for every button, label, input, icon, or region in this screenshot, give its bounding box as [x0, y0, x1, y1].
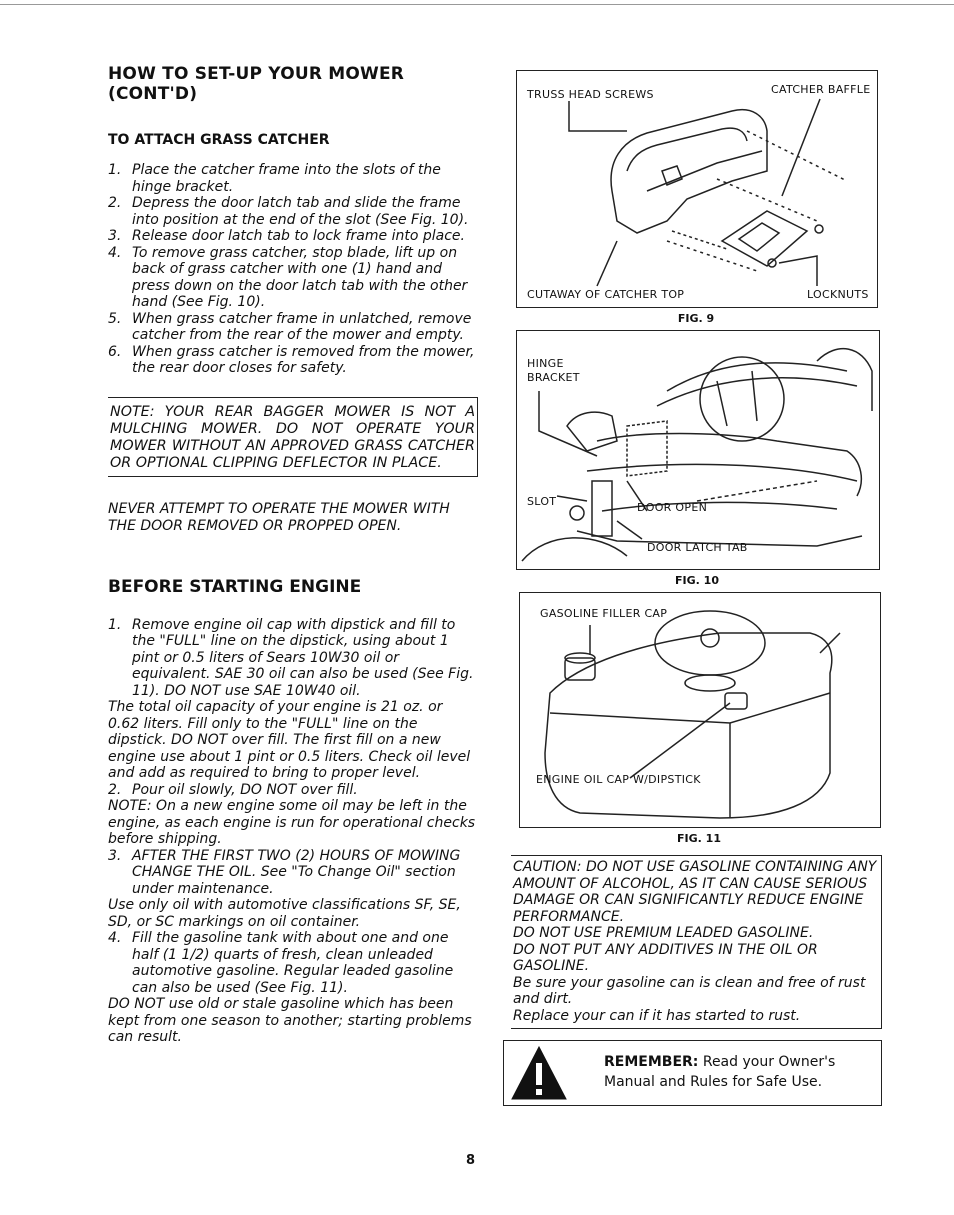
label-door-latch-tab: DOOR LATCH TAB: [647, 541, 748, 554]
label-door-open: DOOR OPEN: [637, 501, 708, 514]
fig10-caption: FIG. 10: [675, 574, 719, 587]
label-catcher-baffle: CATCHER BAFFLE: [771, 83, 871, 96]
figure-11: [519, 592, 881, 828]
paragraph: The total oil capacity of your engine is 21 oz. or 0.62 liters. Fill only to the "FULL" line on the dipstick. DO NOT over fill. The first fill on a new engine use about 1 pint or 0.5 liters. Check oil level and add as required to bring to proper level.: [108, 699, 471, 781]
subsection-heading: TO ATTACH GRASS CATCHER: [108, 132, 330, 148]
step-text: When grass catcher is removed from the mower, the rear door closes for safety.: [132, 343, 475, 376]
step-number: 6.: [108, 343, 122, 360]
before-steps-4: [108, 930, 478, 996]
fig11-caption: FIG. 11: [677, 832, 721, 845]
label-truss-head-screws: TRUSS HEAD SCREWS: [527, 88, 654, 101]
step-text: See "To Change Oil" section under maintenance.: [132, 864, 456, 897]
before-starting-heading: BEFORE STARTING ENGINE: [108, 576, 362, 597]
list-item: [108, 782, 478, 799]
caution-line: DO NOT PUT ANY ADDITIVES IN THE OIL OR GASOLINE.: [513, 941, 818, 974]
fig9-illustration: [517, 71, 877, 307]
list-item: [108, 162, 478, 195]
label-bracket: BRACKET: [527, 371, 580, 384]
list-item: [108, 311, 478, 344]
paragraph: DO NOT use old or stale gasoline which has been kept from one season to another; starting problems can result.: [108, 996, 472, 1045]
remember-label: REMEMBER:: [604, 1054, 699, 1070]
step-text: Depress the door latch tab and slide the frame into position at the end of the slot (See Fig. 10).: [132, 195, 469, 228]
section-heading: HOW TO SET-UP YOUR MOWER (CONT'D): [108, 64, 405, 104]
step-number: 1.: [108, 162, 122, 178]
figure-10: [516, 330, 880, 570]
fig9-caption: FIG. 9: [677, 312, 715, 325]
list-item: [108, 344, 478, 377]
fig11-illustration: [520, 593, 880, 827]
note-box: NOTE: YOUR REAR BAGGER MOWER IS NOT A MULCHING MOWER. DO NOT OPERATE YOUR MOWER WITHOUT AN APPROVED GRASS CATCHER OR OPTIONAL CLIPPING DEFLECTOR IN PLACE.: [108, 397, 478, 477]
paragraph: NOTE: On a new engine some oil may be left in the engine, as each engine is run for operational checks before shipping.: [108, 798, 476, 847]
step-number: 5.: [108, 310, 122, 327]
paragraph: Use only oil with automotive classifications SF, SE, SD, or SC markings on oil container.: [108, 897, 461, 930]
step-number: 3.: [108, 847, 122, 864]
list-item: [108, 848, 478, 898]
list-item: [108, 930, 478, 996]
label-engine-oil-cap: ENGINE OIL CAP W/DIPSTICK: [536, 773, 701, 786]
step-number: 3.: [108, 228, 122, 244]
step-text: Remove engine oil cap with dipstick and fill to the "FULL" line on the dipstick, using about 1 pint or 0.5 liters of Sears 10W30 oil or equivalent. SAE 30 oil can also be used (See Fig. 11). DO NOT use SAE 10W40 oil.: [132, 616, 474, 699]
step-text: Release door latch tab to lock frame into place.: [132, 228, 465, 244]
label-locknuts: LOCKNUTS: [807, 288, 869, 301]
step-text: Fill the gasoline tank with about one and one half (1 1/2) quarts of fresh, clean unleaded automotive gasoline. Regular leaded gasoline can also be used (See Fig. 11).: [132, 930, 454, 996]
left-column: [108, 64, 478, 1046]
list-item: [108, 195, 478, 228]
label-hinge: HINGE: [527, 357, 564, 370]
caution-line: Replace your can if it has started to rust.: [513, 1007, 801, 1024]
remember-body: Read your Owner's Manual and Rules for Safe Use.: [604, 1054, 836, 1090]
step-text: Pour oil slowly, DO NOT over fill.: [132, 781, 358, 798]
figure-9: [516, 70, 878, 308]
step-text-caps: AFTER THE FIRST TWO (2) HOURS OF MOWING CHANGE THE OIL.: [132, 847, 461, 880]
label-gasoline-filler-cap: GASOLINE FILLER CAP: [540, 607, 668, 620]
before-steps-3: [108, 848, 478, 898]
list-item: [108, 617, 478, 700]
step-number: 4.: [108, 244, 122, 261]
caution-line: CAUTION: DO NOT USE GASOLINE CONTAINING ANY AMOUNT OF ALCOHOL, AS IT CAN CAUSE SERIOUS DAMAGE OR CAN SIGNIFICANTLY REDUCE ENGINE PERFORMANCE.: [513, 859, 877, 925]
caution-box: [511, 855, 882, 1029]
fig10-illustration: [517, 331, 879, 569]
list-item: [108, 228, 478, 245]
step-number: 2.: [108, 195, 122, 211]
step-text: Place the catcher frame into the slots of the hinge bracket.: [132, 162, 441, 195]
before-steps-2: [108, 782, 478, 799]
step-number: 1.: [108, 616, 122, 633]
step-number: 4.: [108, 930, 122, 946]
step-text: To remove grass catcher, stop blade, lift up on back of grass catcher with one (1) hand and press down on the door latch tab with the other hand (See Fig. 10).: [132, 244, 468, 310]
warning-triangle-icon: [504, 1041, 574, 1105]
label-cutaway: CUTAWAY OF CATCHER TOP: [527, 288, 685, 301]
top-rule: [0, 4, 954, 5]
caution-line: DO NOT USE PREMIUM LEADED GASOLINE.: [513, 925, 814, 941]
step-number: 2.: [108, 781, 122, 798]
list-item: [108, 245, 478, 311]
label-slot: SLOT: [527, 495, 557, 508]
caution-line: Be sure your gasoline can is clean and free of rust and dirt.: [513, 974, 866, 1007]
remember-text: [604, 1052, 874, 1092]
remember-box: [503, 1040, 882, 1106]
before-steps: [108, 617, 478, 700]
step-text: When grass catcher frame in unlatched, remove catcher from the rear of the mower and empty.: [132, 310, 472, 343]
attach-steps-list: [108, 162, 478, 377]
page-number: 8: [466, 1153, 476, 1168]
warning-text: NEVER ATTEMPT TO OPERATE THE MOWER WITH THE DOOR REMOVED OR PROPPED OPEN.: [108, 500, 450, 534]
